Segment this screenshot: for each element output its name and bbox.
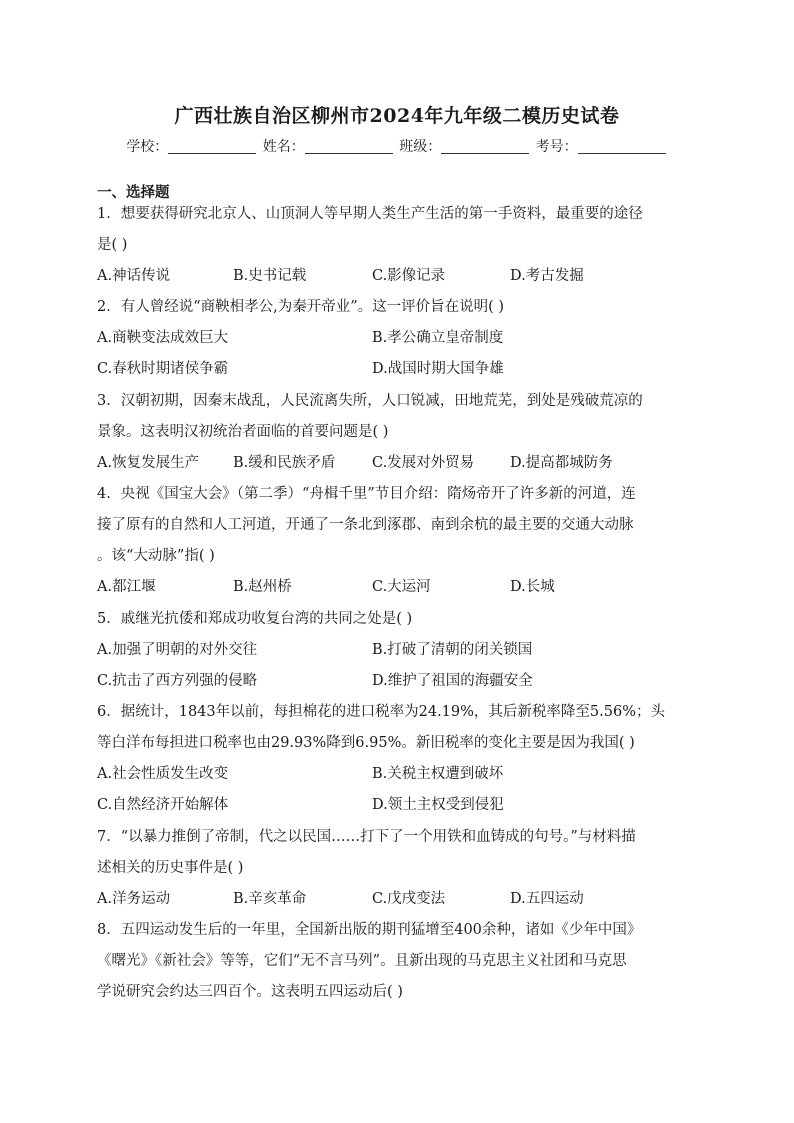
question-2-option-c[interactable]: C.春秋时期诸侯争霸	[97, 361, 229, 377]
question-4-option-d[interactable]: D.长城	[510, 579, 555, 595]
question-6-option-b[interactable]: B.关税主权遭到破坏	[372, 766, 504, 782]
section-title: 一、选择题	[97, 185, 170, 201]
question-4-line-1: 4．央视《国宝大会》（第二季）“舟楫千里”节目介绍：隋炀帝开了许多新的河道，连	[97, 486, 636, 502]
question-1-option-d[interactable]: D.考古发掘	[510, 268, 584, 284]
number-label: 考号：	[535, 139, 578, 155]
question-2-option-b[interactable]: B.孝公确立皇帝制度	[372, 330, 504, 346]
question-3-line-2: 景象。这表明汉初统治者面临的首要问题是( )	[97, 424, 389, 440]
question-3-line-1: 3．汉朝初期，因秦末战乱，人民流离失所，人口锐减，田地荒芜，到处是残破荒凉的	[97, 393, 643, 409]
question-5-option-d[interactable]: D.维护了祖国的海疆安全	[372, 673, 533, 689]
question-7-line-2: 述相关的历史事件是( )	[97, 860, 244, 876]
question-1-option-b[interactable]: B.史书记载	[233, 268, 307, 284]
question-5-line-1: 5．戚继光抗倭和郑成功收复台湾的共同之处是( )	[97, 611, 413, 627]
question-7-line-1: 7．“以暴力推倒了帝制，代之以民国……打下了一个用铁和血铸成的句号。”与材料描	[97, 829, 636, 845]
question-3-option-b[interactable]: B.缓和民族矛盾	[233, 455, 336, 471]
question-8-line-2: 《曙光》《新社会》等等，它们“无不言马列”。且新出现的马克思主义社团和马克思	[97, 953, 627, 969]
question-6-option-a[interactable]: A.社会性质发生改变	[97, 766, 229, 782]
question-3-option-d[interactable]: D.提高都城防务	[510, 455, 613, 471]
question-4-line-2: 接了原有的自然和人工河道，开通了一条北到涿郡、南到余杭的最主要的交通大动脉	[97, 517, 634, 533]
question-2-line-1: 2．有人曾经说“商鞅相孝公,为秦开帝业”。这一评价旨在说明( )	[97, 299, 505, 315]
question-7-option-d[interactable]: D.五四运动	[510, 891, 584, 907]
class-blank[interactable]	[441, 139, 529, 154]
class-label: 班级：	[399, 139, 442, 155]
school-blank[interactable]	[168, 139, 256, 154]
question-6-option-c[interactable]: C.自然经济开始解体	[97, 797, 229, 813]
school-label: 学校：	[126, 139, 169, 155]
question-1-line-1: 1．想要获得研究北京人、山顶洞人等早期人类生产生活的第一手资料，最重要的途径	[97, 206, 643, 222]
name-blank[interactable]	[305, 139, 393, 154]
question-5-option-b[interactable]: B.打破了清朝的闭关锁国	[372, 642, 533, 658]
question-5-option-c[interactable]: C.抗击了西方列强的侵略	[97, 673, 258, 689]
page-title: 广西壮族自治区柳州市2024年九年级二模历史试卷	[174, 105, 620, 127]
question-1-option-a[interactable]: A.神话传说	[97, 268, 171, 284]
question-2-option-a[interactable]: A.商鞅变法成效巨大	[97, 330, 229, 346]
question-8-line-1: 8．五四运动发生后的一年里，全国新出版的期刊猛增至400余种，诸如《少年中国》	[97, 922, 642, 938]
name-label: 姓名：	[262, 139, 305, 155]
question-4-option-a[interactable]: A.都江堰	[97, 579, 156, 595]
question-6-option-d[interactable]: D.领土主权受到侵犯	[372, 797, 504, 813]
question-3-option-a[interactable]: A.恢复发展生产	[97, 455, 200, 471]
question-6-line-1: 6．据统计，1843年以前，每担棉花的进口税率为24.19%，其后新税率降至5.56%；头	[97, 704, 665, 720]
question-3-option-c[interactable]: C.发展对外贸易	[372, 455, 475, 471]
question-5-option-a[interactable]: A.加强了明朝的对外交往	[97, 642, 258, 658]
question-4-option-c[interactable]: C.大运河	[372, 579, 431, 595]
question-2-option-d[interactable]: D.战国时期大国争雄	[372, 361, 504, 377]
question-4-line-3: 。该“大动脉”指( )	[97, 548, 215, 564]
question-7-option-a[interactable]: A.洋务运动	[97, 891, 171, 907]
question-8-line-3: 学说研究会约达三四百个。这表明五四运动后( )	[97, 984, 403, 1000]
question-1-option-c[interactable]: C.影像记录	[372, 268, 446, 284]
question-1-line-2: 是( )	[97, 237, 128, 253]
question-4-option-b[interactable]: B.赵州桥	[233, 579, 292, 595]
question-6-line-2: 等白洋布每担进口税率也由29.93%降到6.95%。新旧税率的变化主要是因为我国( )	[97, 735, 635, 751]
question-7-option-c[interactable]: C.戊戌变法	[372, 891, 446, 907]
student-info-line	[0, 136, 794, 156]
number-blank[interactable]	[578, 139, 666, 154]
question-7-option-b[interactable]: B.辛亥革命	[233, 891, 307, 907]
